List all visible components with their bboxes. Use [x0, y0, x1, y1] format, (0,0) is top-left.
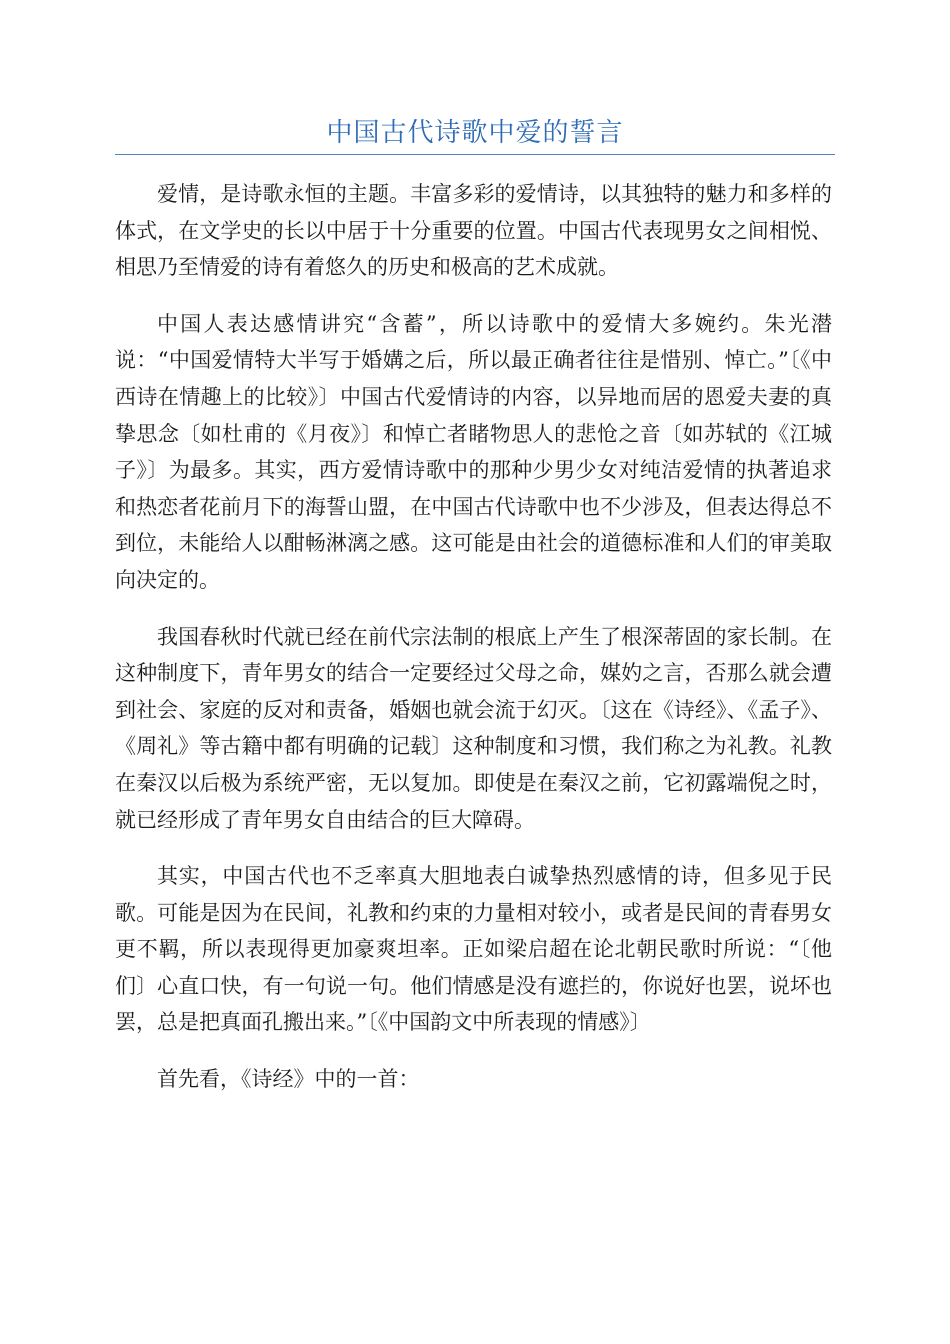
paragraph-2: 中国人表达感情讲究“含蓄”，所以诗歌中的爱情大多婉约。朱光潜说：“中国爱情特大半写于婚媾之后，所以最正确者往往是惜别、悼亡。”〔《中西诗在情趣上的比较》〕中国古代爱情诗的内容，以异地而居的恩爱夫妻的真挚思念〔如杜甫的《月夜》〕和悼亡者睹物思人的悲怆之音〔如苏轼的《江城子》〕为最多。其实，西方爱情诗歌中的那种少男少女对纯洁爱情的执著追求和热恋者花前月下的海誓山盟，在中国古代诗歌中也不少涉及，但表达得总不到位，未能给人以酣畅淋漓之感。这可能是由社会的道德标准和人们的审美取向决定的。	[115, 311, 832, 592]
document-title: 中国古代诗歌中爱的誓言	[326, 118, 624, 148]
paragraph-3: 我国春秋时代就已经在前代宗法制的根底上产生了根深蒂固的家长制。在这种制度下，青年男女的结合一定要经过父母之命，媒妁之言，否那么就会遭到社会、家庭的反对和责备，婚姻也就会流于幻灭。〔这在《诗经》、《孟子》、《周礼》等古籍中都有明确的记载〕这种制度和习惯，我们称之为礼教。礼教在秦汉以后极为系统严密，无以复加。即使是在秦汉之前，它初露端倪之时，就已经形成了青年男女自由结合的巨大障碍。	[115, 624, 832, 832]
document-body	[115, 176, 832, 1098]
paragraph-1: 爱情，是诗歌永恒的主题。丰富多彩的爱情诗，以其独特的魅力和多样的体式，在文学史的长以中居于十分重要的位置。中国古代表现男女之间相悦、相思乃至情爱的诗有着悠久的历史和极高的艺术成就。	[115, 182, 832, 280]
paragraph-5: 首先看，《诗经》中的一首：	[157, 1067, 420, 1092]
paragraph-4: 其实，中国古代也不乏率真大胆地表白诚挚热烈感情的诗，但多见于民歌。可能是因为在民间，礼教和约束的力量相对较小，或者是民间的青春男女更不羁，所以表现得更加豪爽坦率。正如梁启超在论北朝民歌时所说：“〔他们〕心直口快，有一句说一句。他们情感是没有遮拦的，你说好也罢，说坏也罢，总是把真面孔搬出来。”〔《中国韵文中所表现的情感》〕	[115, 864, 832, 1035]
title-underline-rule	[115, 154, 835, 155]
